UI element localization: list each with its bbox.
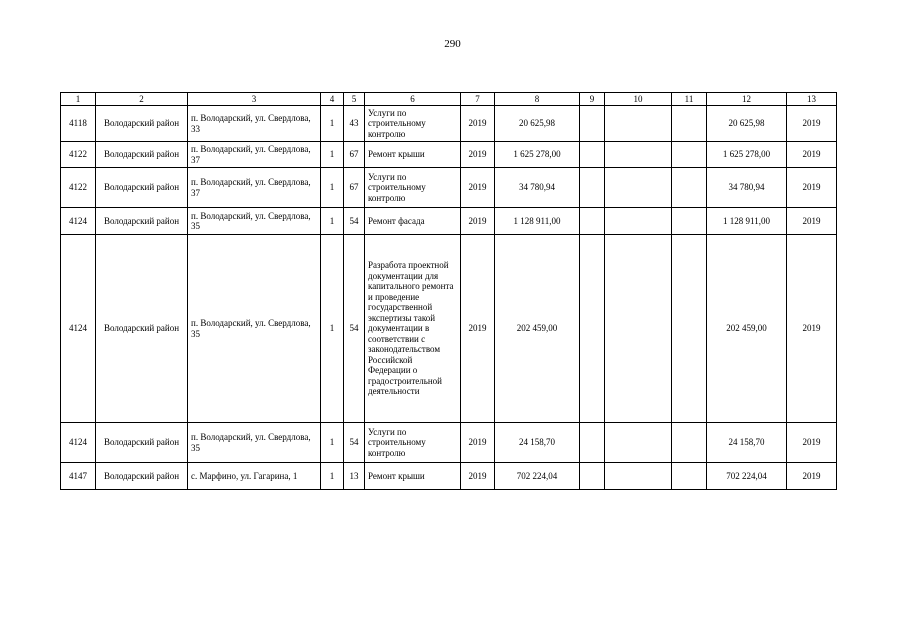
table-cell: 13 xyxy=(344,463,365,490)
table-cell xyxy=(605,142,672,168)
table-cell: Ремонт крыши xyxy=(365,142,461,168)
table-cell: 34 780,94 xyxy=(707,168,787,208)
table-cell: Разработа проектной документации для капитального ремонта и проведение государственной экспертизы такой документации в соответствии с законодательством Российской Федерации о градостроительной деятельности xyxy=(365,235,461,423)
table-cell xyxy=(605,168,672,208)
table-cell: 2019 xyxy=(461,106,495,142)
table-cell xyxy=(605,235,672,423)
table-cell: 1 xyxy=(321,208,344,235)
column-header: 3 xyxy=(188,93,321,106)
column-header: 2 xyxy=(96,93,188,106)
table-cell: Володарский район xyxy=(96,106,188,142)
table-cell: 1 xyxy=(321,106,344,142)
header-row xyxy=(61,93,837,106)
table-cell: Ремонт фасада xyxy=(365,208,461,235)
table-row xyxy=(61,106,837,142)
column-header: 12 xyxy=(707,93,787,106)
table-cell xyxy=(605,463,672,490)
table-cell: 24 158,70 xyxy=(495,423,580,463)
table-cell: 2019 xyxy=(461,208,495,235)
table-cell: 4124 xyxy=(61,208,96,235)
table-cell: 2019 xyxy=(787,235,837,423)
column-header: 13 xyxy=(787,93,837,106)
table-cell: Володарский район xyxy=(96,168,188,208)
table-cell: 2019 xyxy=(461,235,495,423)
table-cell: Володарский район xyxy=(96,142,188,168)
table-cell xyxy=(605,106,672,142)
table-cell xyxy=(580,106,605,142)
column-header: 1 xyxy=(61,93,96,106)
table-cell: 2019 xyxy=(787,168,837,208)
table-cell: 702 224,04 xyxy=(495,463,580,490)
table-cell xyxy=(672,142,707,168)
table-cell: 54 xyxy=(344,423,365,463)
table-cell xyxy=(580,168,605,208)
table-cell: 67 xyxy=(344,168,365,208)
table-row xyxy=(61,208,837,235)
table-cell: 4118 xyxy=(61,106,96,142)
table-cell: 2019 xyxy=(787,423,837,463)
table-row xyxy=(61,463,837,490)
table-cell: 2019 xyxy=(787,208,837,235)
table-cell: 4124 xyxy=(61,423,96,463)
table-cell: п. Володарский, ул. Свердлова, 37 xyxy=(188,142,321,168)
table-row xyxy=(61,168,837,208)
table-cell: 54 xyxy=(344,235,365,423)
table-cell xyxy=(605,208,672,235)
table-cell: 67 xyxy=(344,142,365,168)
column-header: 4 xyxy=(321,93,344,106)
table-cell: 1 625 278,00 xyxy=(707,142,787,168)
table-cell: 4124 xyxy=(61,235,96,423)
table-cell: 34 780,94 xyxy=(495,168,580,208)
table-cell: 1 625 278,00 xyxy=(495,142,580,168)
table-cell xyxy=(672,168,707,208)
table-cell: 4147 xyxy=(61,463,96,490)
table-row xyxy=(61,235,837,423)
table-cell: п. Володарский, ул. Свердлова, 37 xyxy=(188,168,321,208)
table-cell: Ремонт крыши xyxy=(365,463,461,490)
table-cell: 2019 xyxy=(787,106,837,142)
table-cell xyxy=(605,423,672,463)
table-cell: с. Марфино, ул. Гагарина, 1 xyxy=(188,463,321,490)
table-row xyxy=(61,423,837,463)
table-cell: 2019 xyxy=(461,168,495,208)
table-cell xyxy=(580,235,605,423)
table-cell: 20 625,98 xyxy=(495,106,580,142)
table-cell: 54 xyxy=(344,208,365,235)
table-cell xyxy=(672,106,707,142)
column-header: 8 xyxy=(495,93,580,106)
table-cell: 702 224,04 xyxy=(707,463,787,490)
table-cell: 4122 xyxy=(61,168,96,208)
table-cell: Услуги по строительному контролю xyxy=(365,168,461,208)
table-cell xyxy=(672,463,707,490)
table-cell: 24 158,70 xyxy=(707,423,787,463)
table-cell: 1 128 911,00 xyxy=(707,208,787,235)
table-cell xyxy=(580,208,605,235)
table-cell: 1 xyxy=(321,235,344,423)
table-cell: п. Володарский, ул. Свердлова, 35 xyxy=(188,235,321,423)
table-cell: Володарский район xyxy=(96,423,188,463)
table-cell: Володарский район xyxy=(96,235,188,423)
table-cell: Услуги по строительному контролю xyxy=(365,423,461,463)
table-cell: 2019 xyxy=(461,142,495,168)
table-cell: Володарский район xyxy=(96,208,188,235)
table-cell: 202 459,00 xyxy=(495,235,580,423)
table-cell xyxy=(580,463,605,490)
table-cell: 2019 xyxy=(461,423,495,463)
column-header: 5 xyxy=(344,93,365,106)
table-cell: Услуги по строительному контролю xyxy=(365,106,461,142)
column-header: 7 xyxy=(461,93,495,106)
table-cell: п. Володарский, ул. Свердлова, 33 xyxy=(188,106,321,142)
table-cell: 1 xyxy=(321,463,344,490)
table-cell: 1 128 911,00 xyxy=(495,208,580,235)
table-cell: 43 xyxy=(344,106,365,142)
table-cell: 4122 xyxy=(61,142,96,168)
table-cell: 202 459,00 xyxy=(707,235,787,423)
table-cell: 1 xyxy=(321,423,344,463)
table-cell: п. Володарский, ул. Свердлова, 35 xyxy=(188,208,321,235)
column-header: 10 xyxy=(605,93,672,106)
table-cell: 1 xyxy=(321,142,344,168)
table-cell: 2019 xyxy=(461,463,495,490)
table-cell xyxy=(672,208,707,235)
table-cell: 1 xyxy=(321,168,344,208)
table-cell: п. Володарский, ул. Свердлова, 35 xyxy=(188,423,321,463)
table-cell: 2019 xyxy=(787,142,837,168)
column-header: 11 xyxy=(672,93,707,106)
table-cell xyxy=(672,423,707,463)
data-table xyxy=(60,92,837,490)
table-cell: 2019 xyxy=(787,463,837,490)
column-header: 6 xyxy=(365,93,461,106)
table-cell: 20 625,98 xyxy=(707,106,787,142)
table-cell xyxy=(580,423,605,463)
column-header: 9 xyxy=(580,93,605,106)
page-number: 290 xyxy=(444,38,461,50)
table-cell: Володарский район xyxy=(96,463,188,490)
table-cell xyxy=(672,235,707,423)
table-cell xyxy=(580,142,605,168)
table-row xyxy=(61,142,837,168)
